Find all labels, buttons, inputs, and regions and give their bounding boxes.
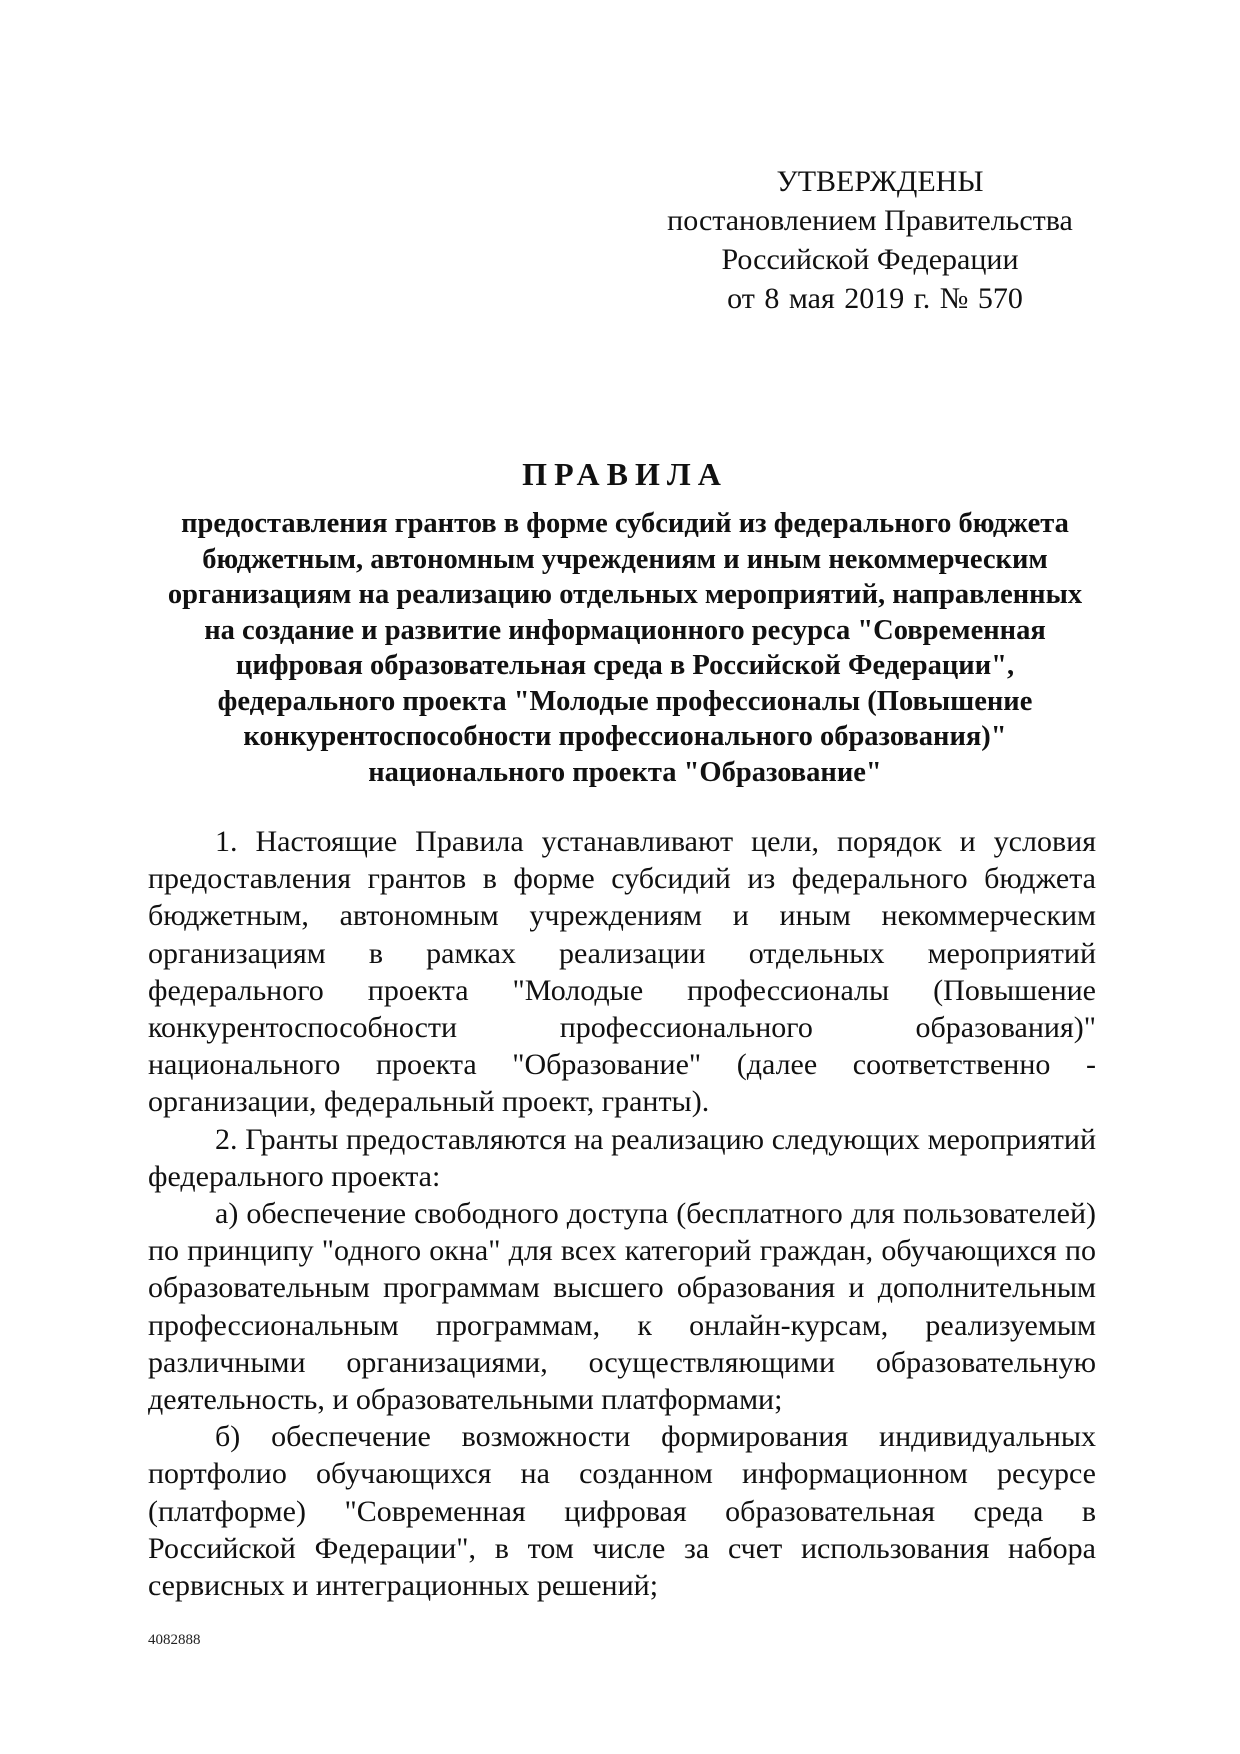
subparagraph-b: б) обеспечение возможности формирования индивидуальных портфолио обучающихся на созданном информационном ресурсе (платформе) "Современная цифровая образовательная среда в Российской Федерации", в том числе за счет использования набора сервисных и интеграционных решений; (148, 1420, 1096, 1603)
document-code: 4082888 (148, 1632, 201, 1648)
approval-order-number: от 8 мая 2019 г. № 570 (727, 282, 1023, 315)
subtitle-line: предоставления грантов в форме субсидий из федерального бюджета (181, 508, 1069, 539)
approval-line-decree: постановлением Правительства (667, 204, 1073, 237)
subparagraph-a: а) обеспечение свободного доступа (бесплатного для пользователей) по принципу "одного окна" для всех категорий граждан, обучающихся по образовательным программам высшего образования и дополнительным профессиональным программам, к онлайн-курсам, реализуемым различными организациями, осуществляющими образовательную деятельность, и образовательными платформами; (148, 1197, 1096, 1417)
subtitle-line: национального проекта "Образование" (368, 756, 882, 788)
paragraph-1: 1. Настоящие Правила устанавливают цели, порядок и условия предоставления грантов в форме субсидий из федерального бюджета бюджетным, автономным учреждениям и иным некоммерческим организациям в рамках реализации отдельных мероприятий федерального проекта "Молодые профессионалы (Повышение конкурентоспособности профессионального образования)" национального проекта "Образование" (далее соответственно - организации, федеральный проект, гранты). (148, 825, 1096, 1119)
subtitle-line: цифровая образовательная среда в Российской Федерации", (235, 650, 1015, 681)
approval-heading: УТВЕРЖДЕНЫ (776, 165, 984, 198)
subtitle-line: на создание и развитие информационного ресурса "Современная (204, 614, 1046, 646)
approval-block (660, 162, 1080, 318)
paragraph-2: 2. Гранты предоставляются на реализацию следующих мероприятий федерального проекта: (148, 1122, 1096, 1193)
subtitle-line: бюджетным, автономным учреждениям и иным некоммерческим (202, 543, 1048, 575)
subtitle-line: федерального проекта "Молодые профессионалы (Повышение (217, 685, 1033, 717)
document-title: ПРАВИЛА (522, 456, 728, 492)
subtitle-line: конкурентоспособности профессионального образования)" (243, 721, 1007, 752)
document-body (148, 823, 1096, 1604)
document-subtitle (145, 506, 1105, 790)
approval-line-federation: Российской Федерации (721, 243, 1019, 276)
subtitle-line: организациям на реализацию отдельных мероприятий, направленных (167, 579, 1083, 610)
